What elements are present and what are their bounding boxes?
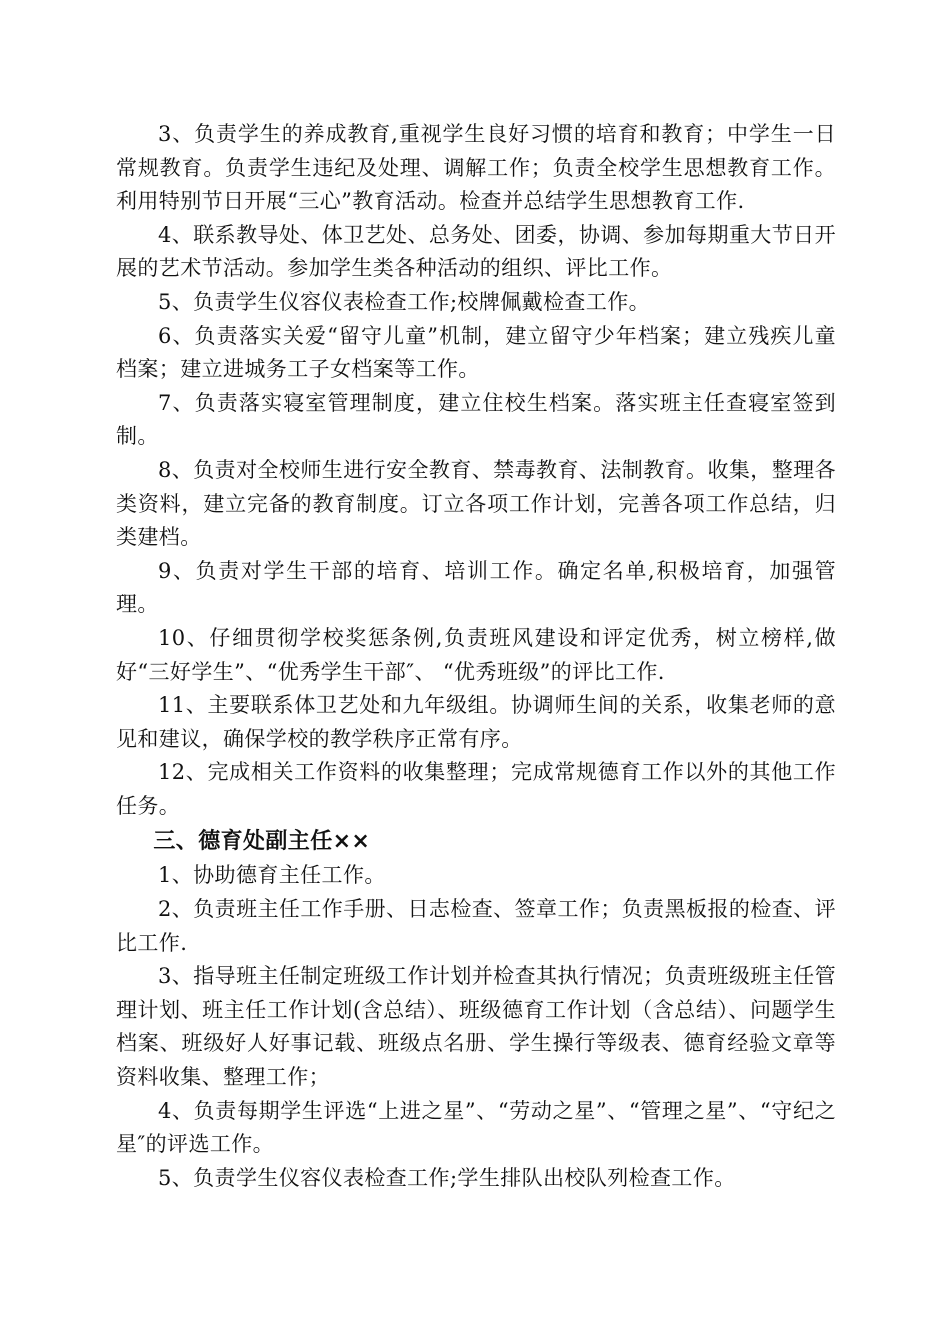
duty-item-12: 12、完成相关工作资料的收集整理；完成常规德育工作以外的其他工作任务。	[116, 760, 836, 818]
duty-item-6: 6、负责落实关爱“留守儿童”机制，建立留守少年档案；建立残疾儿童档案；建立进城务工子女档案等工作。	[116, 323, 836, 382]
duty-item-5: 5、负责学生仪容仪表检查工作;校牌佩戴检查工作。	[158, 289, 651, 314]
duty-item-3: 3、负责学生的养成教育,重视学生良好习惯的培育和教育；中学生一日常规教育。负责学生违纪及处理、调解工作；负责全校学生思想教育工作。利用特别节日开展“三心”教育活动。检查并总结学生思想教育工作.	[116, 122, 836, 214]
duty-item-8: 8、负责对全校师生进行安全教育、禁毒教育、法制教育。收集，整理各类资料，建立完备的教育制度。订立各项工作计划，完善各项工作总结，归类建档。	[116, 457, 836, 550]
deputy-duty-item-5: 5、负责学生仪容仪表检查工作;学生排队出校队列检查工作。	[158, 1165, 736, 1190]
section-heading-deputy-director: 三、德育处副主任××	[153, 829, 371, 855]
duty-item-9: 9、负责对学生干部的培育、培训工作。确定名单,积极培育，加强管理。	[116, 558, 836, 617]
deputy-duty-item-1: 1、协助德育主任工作。	[158, 863, 386, 888]
deputy-duty-item-2: 2、负责班主任工作手册、日志检查、签章工作；负责黑板报的检查、评比工作.	[116, 897, 836, 955]
duty-item-10: 10、仔细贯彻学校奖惩条例,负责班风建设和评定优秀，树立榜样,做好“三好学生”、“优秀学生干部″、 “优秀班级”的评比工作.	[116, 625, 836, 684]
duty-item-7: 7、负责落实寝室管理制度，建立住校生档案。落实班主任查寝室签到制。	[116, 390, 836, 449]
document-page	[116, 118, 836, 1195]
duty-item-11: 11、主要联系体卫艺处和九年级组。协调师生间的关系，收集老师的意见和建议，确保学校的教学秩序正常有序。	[116, 693, 836, 751]
deputy-duty-item-3: 3、指导班主任制定班级工作计划并检查其执行情况；负责班级班主任管理计划、班主任工作计划(含总结）、班级德育工作计划（含总结）、问题学生档案、班级好人好事记载、班级点名册、学生操行等级表、德育经验文章等资料收集、整理工作；	[116, 964, 836, 1090]
duty-item-4: 4、联系教导处、体卫艺处、总务处、团委，协调、参加每期重大节日开展的艺术节活动。参加学生类各种活动的组织、评比工作。	[116, 222, 836, 281]
deputy-duty-item-4: 4、负责每期学生评选“上进之星”、“劳动之星”、“管理之星”、“守纪之星″的评选工作。	[116, 1098, 836, 1157]
